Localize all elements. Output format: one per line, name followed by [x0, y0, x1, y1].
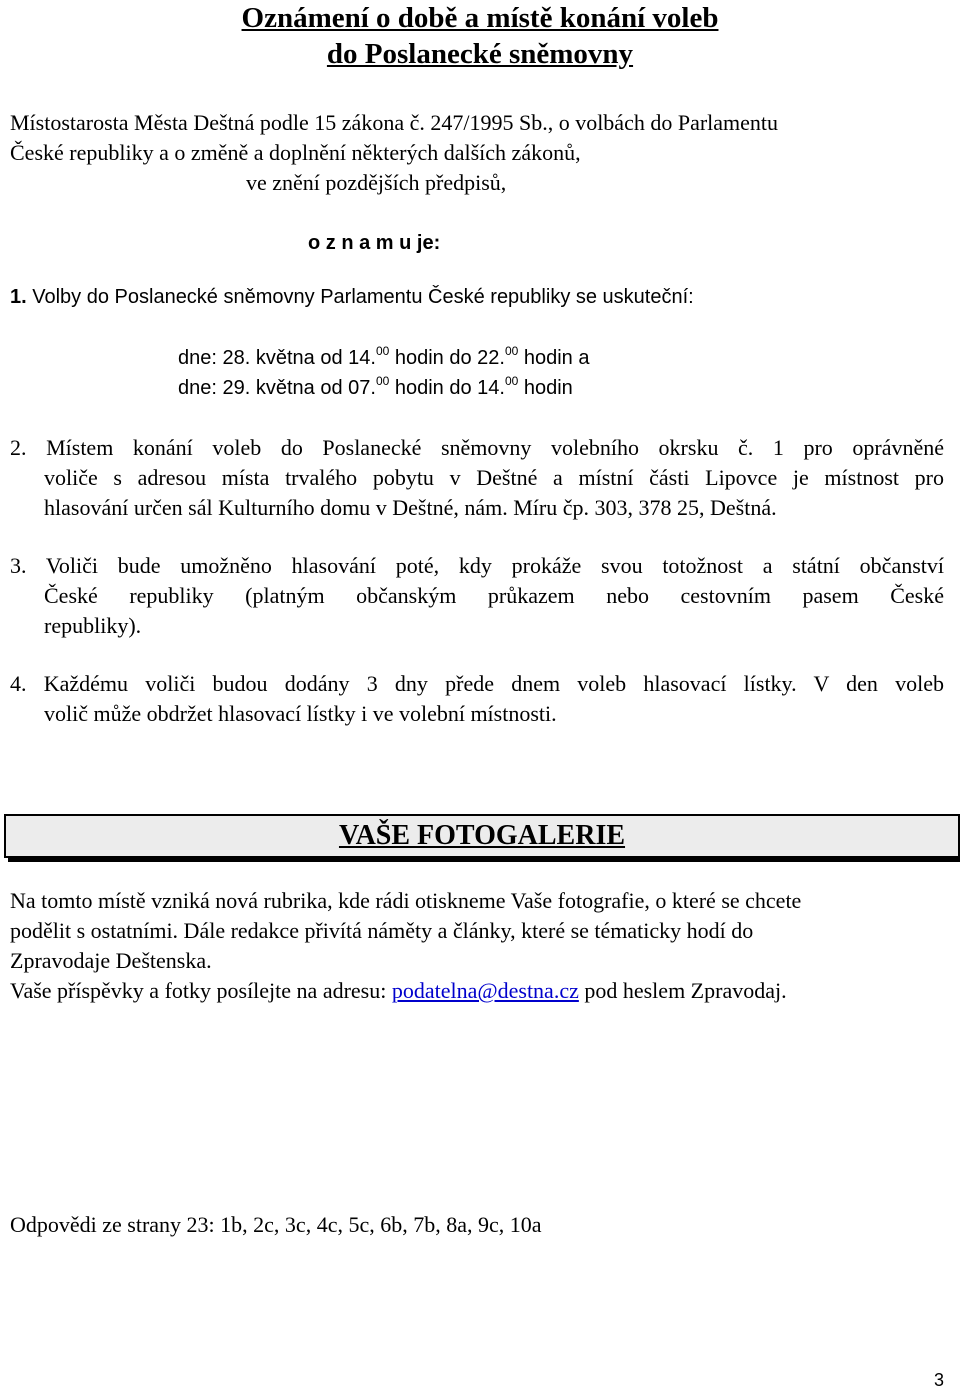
item-1-number: 1. — [10, 286, 27, 308]
notice-title-line1: Oznámení o době a místě konání voleb — [241, 2, 719, 34]
item-2-line-2: voliče s adresou místa trvalého pobytu v Deštné a místní části Lipovce je místnost pro — [44, 465, 944, 490]
gallery-line-4 — [10, 976, 787, 1006]
gallery-banner — [4, 814, 960, 858]
date-2-start: dne: 29. května od 07. — [178, 377, 376, 399]
quiz-answers: Odpovědi ze strany 23: 1b, 2c, 3c, 4c, 5c, 6b, 7b, 8a, 9c, 10a — [10, 1212, 542, 1237]
email-link[interactable]: podatelna@destna.cz — [391, 978, 579, 1003]
page-number: 3 — [934, 1370, 945, 1390]
date-1-sup-2: 00 — [504, 344, 519, 358]
item-2-line-3: hlasování určen sál Kulturního domu v Deštné, nám. Míru čp. 303, 378 25, Deštná. — [44, 495, 777, 520]
item-1-text: Volby do Poslanecké sněmovny Parlamentu České republiky se uskuteční: — [32, 286, 694, 308]
item-4-line-2: volič může obdržet hlasovací lístky i ve volební místnosti. — [44, 701, 557, 726]
item-4-line-1: 4. Každému voliči budou dodány 3 dny přede dnem voleb hlasovací lístky. V den voleb — [10, 671, 944, 696]
date-1-end: hodin a — [518, 347, 590, 369]
election-date-1 — [178, 344, 589, 370]
election-date-2 — [178, 374, 573, 400]
date-2-sup-1: 00 — [375, 374, 390, 388]
intro-line-3: ve znění pozdějších předpisů, — [246, 170, 507, 195]
date-1-sup-1: 00 — [375, 344, 390, 358]
gallery-line-1: Na tomto místě vzniká nová rubrika, kde rádi otiskneme Vaše fotografie, o které se chcete — [10, 888, 802, 913]
item-2-line-1: 2. Místem konání voleb do Poslanecké sněmovny volebního okrsku č. 1 pro oprávněné — [10, 435, 944, 460]
item-3-line-3: republiky). — [44, 613, 142, 638]
gallery-title: VAŠE FOTOGALERIE — [338, 820, 626, 851]
item-3-line-2: České republiky (platným občanským průkazem nebo cestovním pasem České — [44, 583, 944, 608]
announces-heading: o z n a m u je: — [308, 232, 441, 254]
gallery-line-4-prefix: Vaše příspěvky a fotky posílejte na adresu: — [10, 978, 392, 1003]
date-2-sup-2: 00 — [504, 374, 519, 388]
date-1-start: dne: 28. května od 14. — [178, 347, 376, 369]
gallery-line-3: Zpravodaje Deštenska. — [10, 948, 212, 973]
notice-title-line2: do Poslanecké sněmovny — [326, 38, 634, 70]
gallery-line-4-suffix: pod heslem Zpravodaj. — [578, 978, 787, 1003]
item-1 — [10, 286, 694, 309]
date-2-mid: hodin do 14. — [389, 377, 505, 399]
date-1-mid: hodin do 22. — [389, 347, 505, 369]
gallery-line-2: podělit s ostatními. Dále redakce přivítá náměty a články, které se tématicky hodí do — [10, 918, 754, 943]
date-2-end: hodin — [518, 377, 573, 399]
intro-line-1: Místostarosta Města Deštná podle 15 zákona č. 247/1995 Sb., o volbách do Parlamentu — [10, 110, 779, 135]
item-3-line-1: 3. Voliči bude umožněno hlasování poté, kdy prokáže svou totožnost a státní občanství — [10, 553, 944, 578]
intro-line-2: České republiky a o změně a doplnění některých dalších zákonů, — [10, 140, 581, 165]
